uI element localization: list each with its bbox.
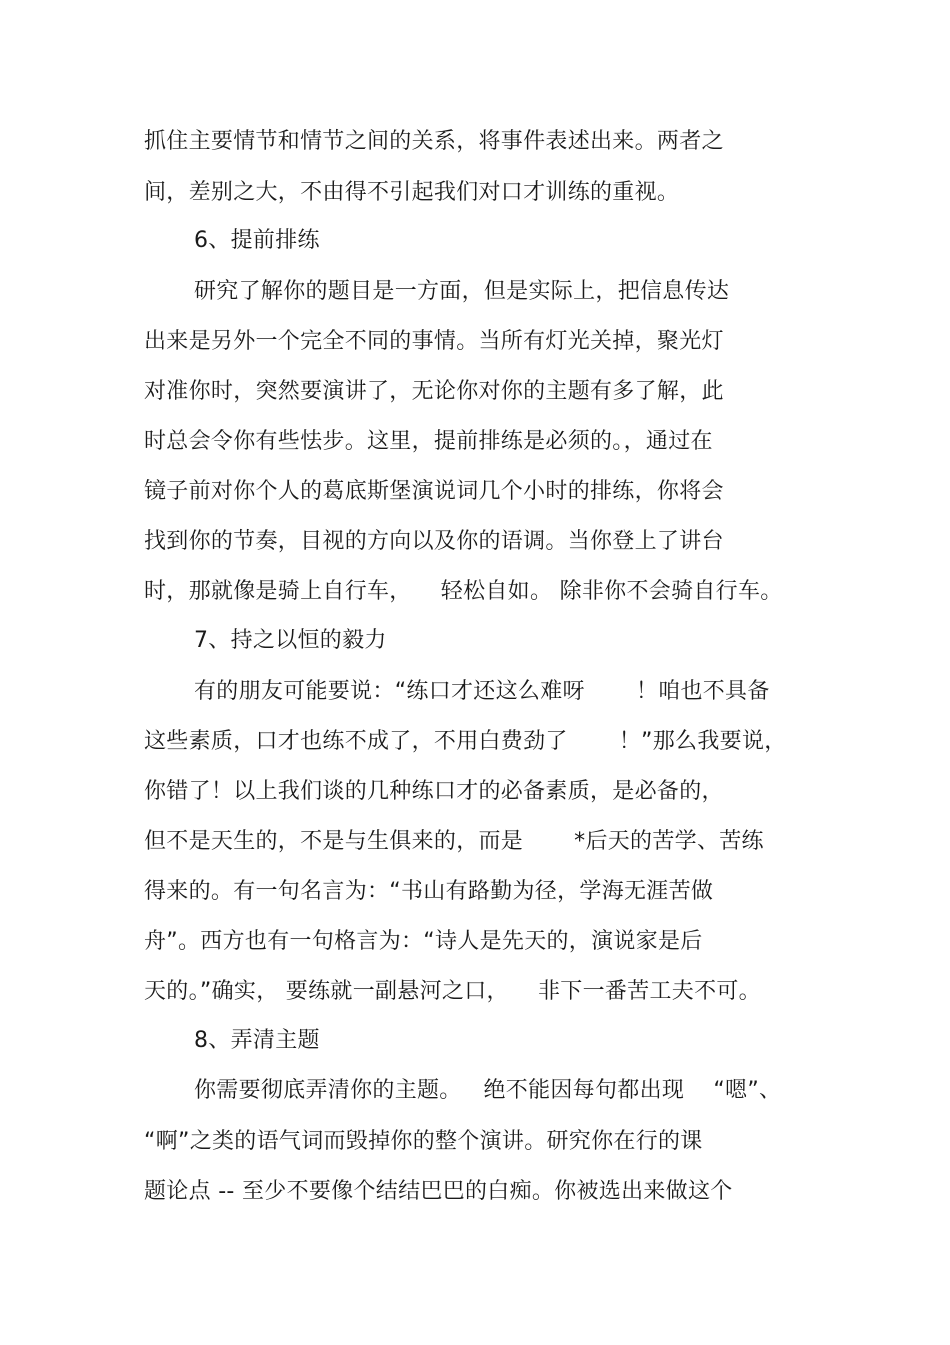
paragraph-line: 镜子前对你个人的葛底斯堡演说词几个小时的排练，你将会 — [144, 479, 724, 504]
paragraph-line: 对准你时，突然要演讲了，无论你对你的主题有多了解，此 — [144, 379, 724, 404]
paragraph-line: 这些素质，口才也练不成了，不用白费劲了 ！”那么我要说， — [144, 729, 787, 754]
paragraph-line: 得来的。有一句名言为：“书山有路勤为径，学海无涯苦做 — [144, 879, 714, 904]
paragraph-line: 但不是天生的，不是与生俱来的，而是 *后天的苦学、苦练 — [144, 829, 764, 854]
paragraph-line: 天的。”确实， 要练就一副悬河之口， 非下一番苦工夫不可。 — [144, 979, 761, 1004]
section-heading: 6、提前排练 — [194, 228, 320, 253]
paragraph-line: 抓住主要情节和情节之间的关系，将事件表述出来。两者之 — [144, 129, 724, 154]
paragraph-line: “啊”之类的语气词而毁掉你的整个演讲。研究你在行的课 — [144, 1129, 703, 1154]
paragraph-line: 间，差别之大，不由得不引起我们对口才训练的重视。 — [144, 180, 680, 205]
paragraph-line: 研究了解你的题目是一方面，但是实际上，把信息传达 — [194, 279, 730, 304]
paragraph-line: 时总会令你有些怯步。这里，提前排练是必须的。，通过在 — [144, 429, 713, 454]
paragraph-line: 题论点 -- 至少不要像个结结巴巴的白痴。你被选出来做这个 — [144, 1179, 733, 1204]
paragraph-line: 出来是另外一个完全不同的事情。当所有灯光关掉，聚光灯 — [144, 329, 724, 354]
paragraph-line: 找到你的节奏，目视的方向以及你的语调。当你登上了讲台 — [144, 529, 724, 554]
paragraph-line: 你需要彻底弄清你的主题。 绝不能因每句都出现 “嗯”、 — [194, 1078, 782, 1103]
section-heading: 8、弄清主题 — [194, 1028, 320, 1053]
paragraph-line: 时，那就像是骑上自行车， 轻松自如。 除非你不会骑自行车。 — [144, 579, 783, 604]
paragraph-line: 舟”。西方也有一句格言为：“诗人是先天的，演说家是后 — [144, 929, 703, 954]
paragraph-line: 你错了！以上我们谈的几种练口才的必备素质，是必备的， — [144, 779, 724, 804]
section-heading: 7、持之以恒的毅力 — [194, 628, 387, 653]
paragraph-line: 有的朋友可能要说：“练口才还这么难呀 ！咱也不具备 — [194, 679, 770, 704]
